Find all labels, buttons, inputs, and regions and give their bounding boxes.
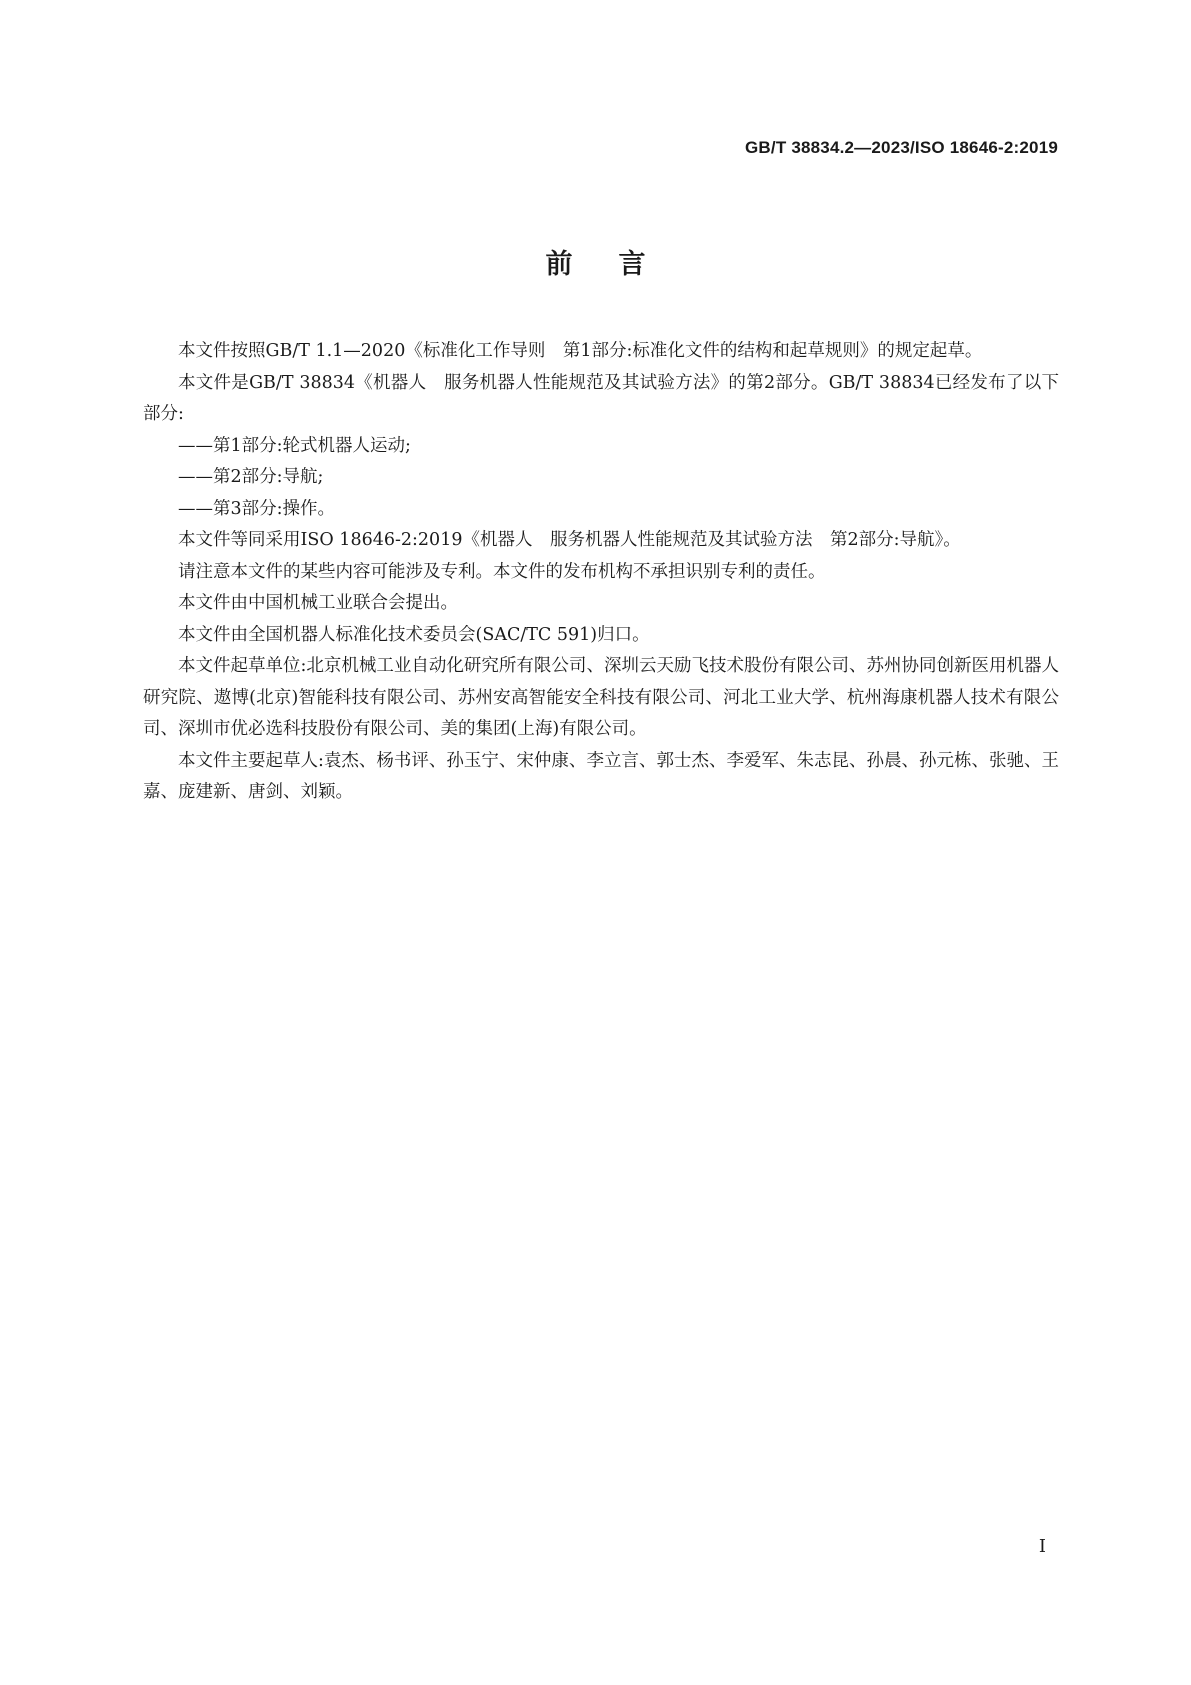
list-item-part-1: ——第1部分:轮式机器人运动; (178, 435, 411, 456)
paragraph-iso-adoption: 本文件等同采用ISO 18646-2:2019《机器人 服务机器人性能规范及其试验方法 第2部分:导航》。 (178, 530, 961, 550)
list-item-part-2: ——第2部分:导航; (178, 467, 324, 487)
page-number: I (1038, 1536, 1046, 1557)
paragraph-patent-notice: 请注意本文件的某些内容可能涉及专利。本文件的发布机构不承担识别专利的责任。 (178, 561, 826, 582)
paragraph-drafters: 本文件主要起草人:袁杰、杨书评、孙玉宁、宋仲康、李立言、郭士杰、李爱军、朱志昆、孙晨、孙元栋、张驰、王嘉、庞建新、唐剑、刘颖。 (143, 750, 1059, 802)
paragraph-committee: 本文件由全国机器人标准化技术委员会(SAC/TC 591)归口。 (178, 624, 650, 645)
list-item-part-3: ——第3部分:操作。 (178, 498, 336, 519)
foreword-body (143, 336, 1059, 809)
paragraph-proposer: 本文件由中国机械工业联合会提出。 (178, 593, 458, 613)
page-title: 前言 (545, 249, 692, 280)
paragraph-drafting-rules: 本文件按照GB/T 1.1—2020《标准化工作导则 第1部分:标准化文件的结构和起草规则》的规定起草。 (178, 341, 983, 361)
paragraph-drafting-units: 本文件起草单位:北京机械工业自动化研究所有限公司、深圳云天励飞技术股份有限公司、苏州协同创新医用机器人研究院、遨博(北京)智能科技有限公司、苏州安高智能安全科技有限公司、河北工业大学、杭州海康机器人技术有限公司、深圳市优必选科技股份有限公司、美的集团(上海)有限公司。 (143, 656, 1059, 739)
document-code: GB/T 38834.2—2023/ISO 18646-2:2019 (745, 138, 1058, 157)
paragraph-series-intro: 本文件是GB/T 38834《机器人 服务机器人性能规范及其试验方法》的第2部分。GB/T 38834已经发布了以下部分: (143, 372, 1059, 424)
